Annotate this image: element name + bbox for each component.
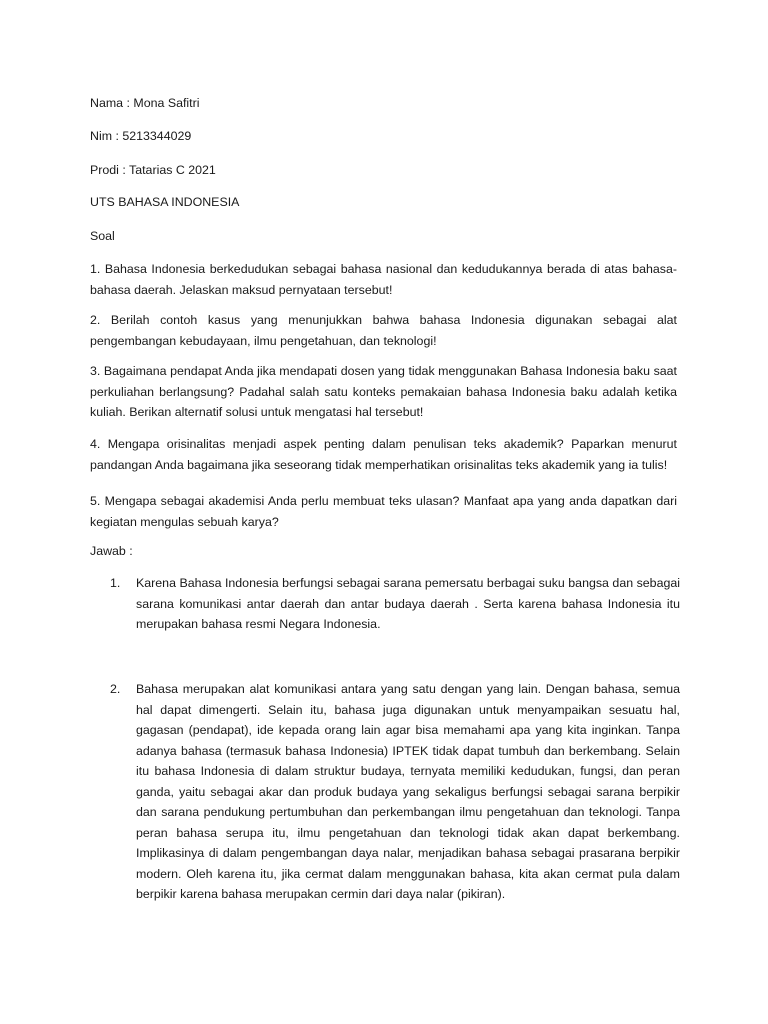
- student-prodi: Prodi : Tatarias C 2021: [90, 163, 216, 177]
- student-name: Nama : Mona Safitri: [90, 96, 200, 110]
- student-nim: Nim : 5213344029: [90, 129, 192, 143]
- exam-title: UTS BAHASA INDONESIA: [90, 195, 240, 209]
- question-2: 2. Berilah contoh kasus yang menunjukkan bahwa bahasa Indonesia digunakan sebagai alat pengembangan kebudayaan, ilmu pengetahuan, dan teknologi!: [90, 313, 677, 348]
- question-4: 4. Mengapa orisinalitas menjadi aspek penting dalam penulisan teks akademik? Paparkan menurut pandangan Anda bagaimana jika seseorang tidak memperhatikan orisinalitas teks akademik yang ia tulis!: [90, 437, 677, 472]
- answer-number: 1.: [110, 576, 121, 590]
- answer-1: [110, 573, 680, 635]
- question-5: 5. Mengapa sebagai akademisi Anda perlu membuat teks ulasan? Manfaat apa yang anda dapatkan dari kegiatan mengulas sebuah karya?: [90, 494, 677, 529]
- answer-text: Karena Bahasa Indonesia berfungsi sebagai sarana pemersatu berbagai suku bangsa dan sebagai sarana komunikasi antar daerah dan antar budaya daerah . Serta karena bahasa Indonesia itu merupakan bahasa resmi Negara Indonesia.: [136, 576, 680, 631]
- answer-number: 2.: [110, 682, 121, 696]
- soal-label: Soal: [90, 229, 115, 243]
- answer-2: [110, 679, 680, 905]
- answers-label: Jawab :: [90, 544, 133, 558]
- answer-text: Bahasa merupakan alat komunikasi antara yang satu dengan yang lain. Dengan bahasa, semua hal dapat dimengerti. Selain itu, bahasa juga digunakan untuk menyampaikan sesuatu hal, gagasan (pendapat), ide kepada orang lain agar bisa memahami apa yang kita inginkan. Tanpa adanya bahasa (termasuk bahasa Indonesia) IPTEK tidak dapat tumbuh dan berkembang. Selain itu bahasa Indonesia di dalam struktur budaya, ternyata memiliki kedudukan, fungsi, dan peran ganda, yaitu sebagai akar dan produk budaya yang sekaligus berfungsi sebagai sarana berpikir dan sarana pendukung pertumbuhan dan perkembangan ilmu pengetahuan dan teknologi. Tanpa peran bahasa serupa itu, ilmu pengetahuan dan teknologi tidak akan dapat berkembang. Implikasinya di dalam pengembangan daya nalar, menjadikan bahasa sebagai prasarana berpikir modern. Oleh karena itu, jika cermat dalam menggunakan bahasa, kita akan cermat pula dalam berpikir karena bahasa merupakan cermin dari daya nalar (pikiran).: [136, 682, 680, 901]
- question-3: 3. Bagaimana pendapat Anda jika mendapati dosen yang tidak menggunakan Bahasa Indonesia baku saat perkuliahan berlangsung? Padahal salah satu konteks pemakaian bahasa Indonesia baku adalah ketika kuliah. Berikan alternatif solusi untuk mengatasi hal tersebut!: [90, 364, 677, 419]
- question-1: 1. Bahasa Indonesia berkedudukan sebagai bahasa nasional dan kedudukannya berada di atas bahasa-bahasa daerah. Jelaskan maksud pernyataan tersebut!: [90, 262, 677, 297]
